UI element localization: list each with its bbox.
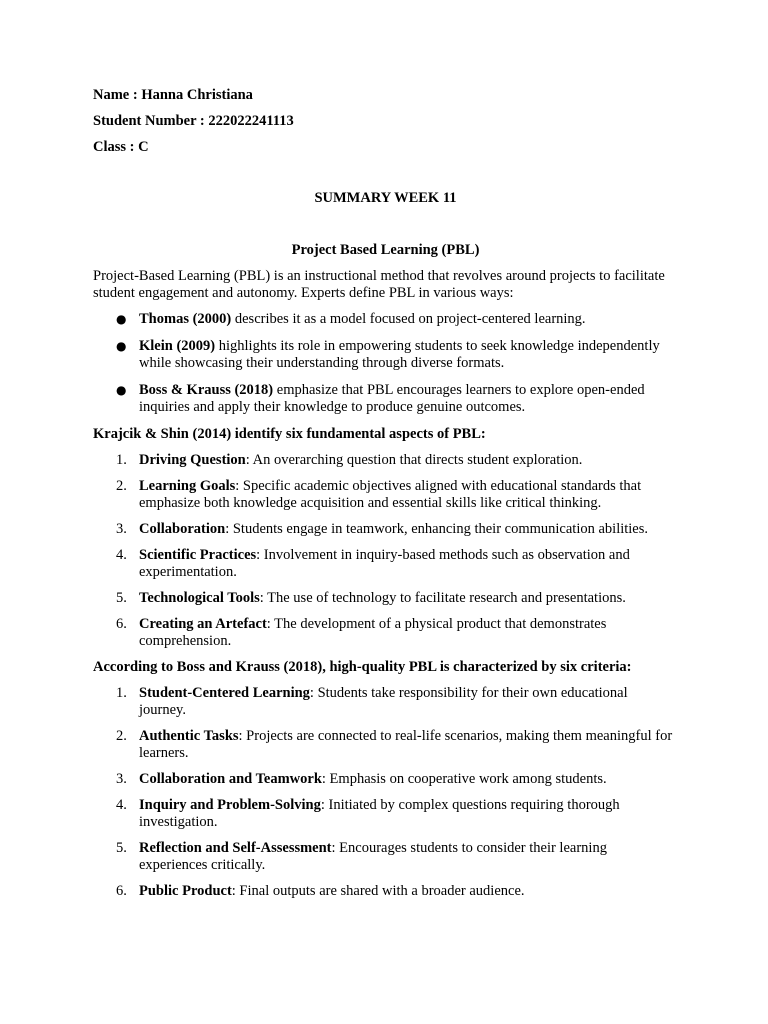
list-item [93,616,678,650]
criterion-text: : Initiated by complex questions requiring thorough investigation. [139,797,620,830]
criterion-term: Authentic Tasks [139,728,239,744]
list-item [93,883,678,900]
aspect-term: Collaboration [139,521,226,537]
definition-text: describes it as a model focused on project-centered learning. [231,311,586,327]
aspects-list [93,452,678,650]
student-number-line [93,113,678,130]
list-item [93,382,678,416]
list-item [93,771,678,788]
criterion-term: Reflection and Self-Assessment [139,840,332,856]
aspect-text: : Specific academic objectives aligned with educational standards that emphasize both knowledge acquisition and essential skills like critical thinking. [139,478,642,511]
item-number: 4. [116,547,127,563]
aspects-heading: Krajcik & Shin (2014) identify six fundamental aspects of PBL: [93,426,486,442]
list-item [93,478,678,512]
criterion-text: : Projects are connected to real-life scenarios, making them meaningful for learners. [139,728,673,761]
student-number-label: Student Number : [93,113,209,129]
criteria-heading: According to Boss and Krauss (2018), high-quality PBL is characterized by six criteria: [93,659,632,675]
list-item [93,521,678,538]
bullet-icon: ● [116,339,127,353]
list-item [93,452,678,469]
list-item [93,311,678,328]
class-value: C [138,139,149,155]
aspect-term: Technological Tools [139,590,260,606]
list-item [93,547,678,581]
criterion-text: : Encourages students to consider their learning experiences critically. [139,840,607,873]
item-number: 6. [116,616,127,632]
definition-term: Klein (2009) [139,338,216,354]
list-item [93,590,678,607]
criterion-text: : Final outputs are shared with a broader audience. [231,883,525,899]
aspect-text: : An overarching question that directs student exploration. [245,452,583,468]
item-number: 6. [116,883,127,899]
aspect-term: Learning Goals [139,478,236,494]
criterion-term: Inquiry and Problem-Solving [139,797,321,813]
aspect-term: Driving Question [139,452,246,468]
item-number: 4. [116,797,127,813]
aspect-text: : The development of a physical product that demonstrates comprehension. [139,616,607,649]
criteria-list [93,685,678,900]
document-page [93,87,678,909]
definition-term: Thomas (2000) [139,311,232,327]
item-number: 3. [116,771,127,787]
bullet-icon: ● [116,383,127,397]
definitions-list [93,311,678,416]
list-item [93,338,678,372]
list-item [93,840,678,874]
document-title: SUMMARY WEEK 11 [314,190,457,206]
aspect-text: : Involvement in inquiry-based methods such as observation and experimentation. [139,547,630,580]
class-line [93,139,678,156]
name-value: Hanna Christiana [141,87,253,103]
name-line [93,87,678,104]
aspect-term: Creating an Artefact [139,616,267,632]
student-number-value: 222022241113 [208,113,294,129]
bullet-icon: ● [116,312,127,326]
item-number: 1. [116,685,127,701]
list-item [93,728,678,762]
list-item [93,797,678,831]
definition-term: Boss & Krauss (2018) [139,382,274,398]
criterion-term: Public Product [139,883,232,899]
criterion-text: : Students take responsibility for their own educational journey. [139,685,628,718]
definition-text: highlights its role in empowering students to seek knowledge independently while showcasing their understanding through diverse formats. [139,338,660,371]
intro-paragraph: Project-Based Learning (PBL) is an instructional method that revolves around projects to facilitate student engagement and autonomy. Experts define PBL in various ways: [93,268,665,301]
item-number: 5. [116,840,127,856]
item-number: 5. [116,590,127,606]
class-label: Class : [93,139,139,155]
item-number: 2. [116,728,127,744]
list-item [93,685,678,719]
criterion-term: Collaboration and Teamwork [139,771,322,787]
aspect-term: Scientific Practices [139,547,257,563]
criterion-term: Student-Centered Learning [139,685,310,701]
item-number: 2. [116,478,127,494]
aspect-text: : The use of technology to facilitate research and presentations. [259,590,626,606]
item-number: 3. [116,521,127,537]
criterion-text: : Emphasis on cooperative work among students. [321,771,607,787]
definition-text: emphasize that PBL encourages learners to explore open-ended inquiries and apply their knowledge to produce genuine outcomes. [139,382,645,415]
aspect-text: : Students engage in teamwork, enhancing their communication abilities. [225,521,649,537]
name-label: Name : [93,87,142,103]
item-number: 1. [116,452,127,468]
document-subtitle: Project Based Learning (PBL) [291,242,480,258]
